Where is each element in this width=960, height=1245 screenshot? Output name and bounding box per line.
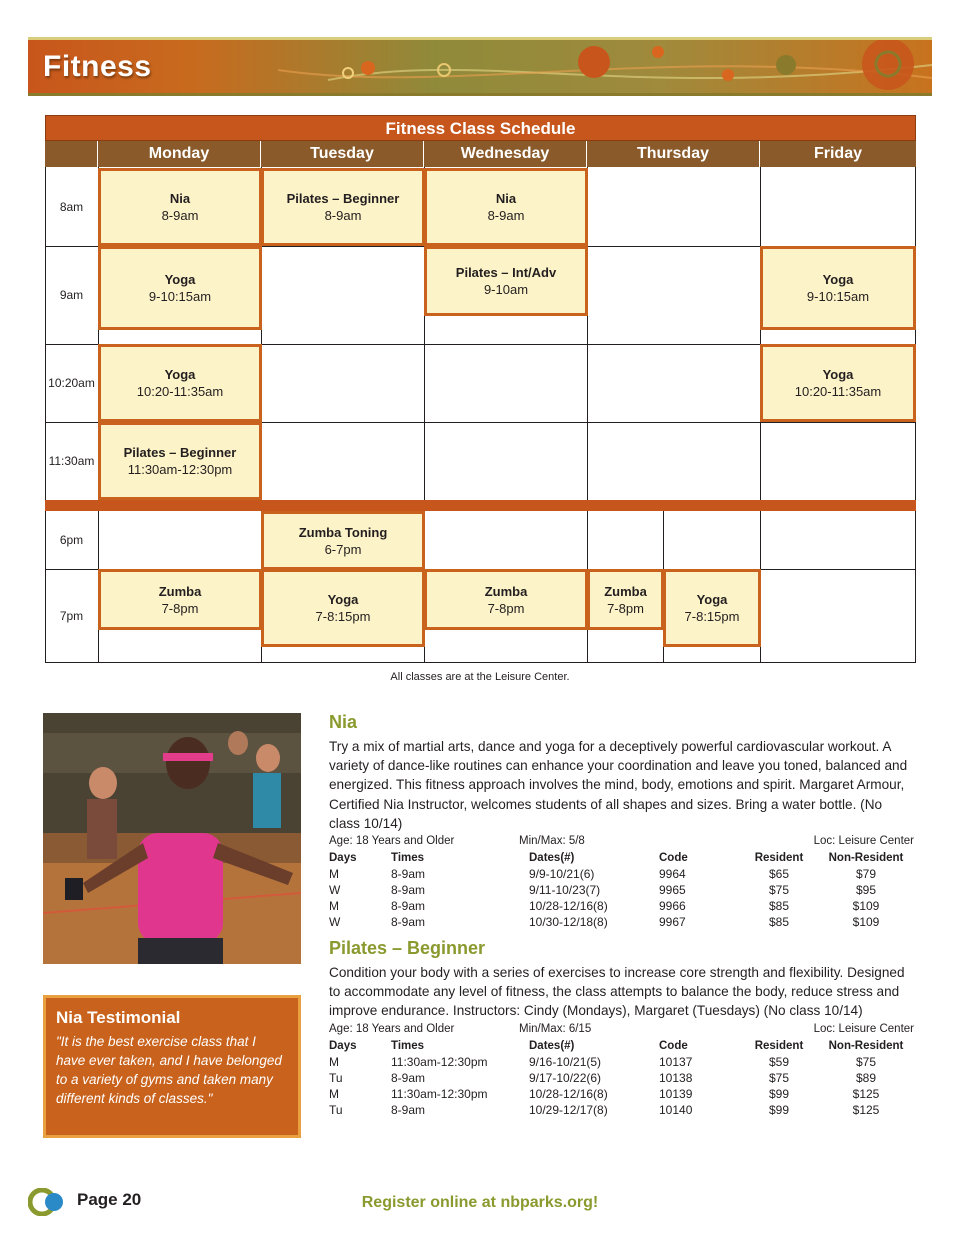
time-label-7pm: 7pm [59, 609, 84, 623]
table-row [329, 866, 913, 882]
cell-resident: $99 [768, 1102, 790, 1117]
cell-days: W [329, 915, 341, 930]
class-block-thursday-zumba[interactable] [587, 569, 664, 630]
class-name: Zumba [158, 583, 202, 599]
class-name: Pilates – Beginner [123, 445, 237, 460]
cell-dates: 9/11-10/23(7) [529, 883, 601, 898]
cell-resident: $75 [768, 1070, 790, 1085]
class-name: Yoga [164, 272, 196, 287]
cell-days: M [329, 867, 339, 882]
table-row [329, 882, 913, 898]
time-label-9am: 9am [59, 288, 84, 302]
day-header-monday: Monday [98, 141, 261, 167]
class-time: 9-10am [483, 282, 529, 297]
class-time: 7-8:15pm [315, 609, 371, 624]
day-header-wednesday: Wednesday [424, 141, 587, 167]
class-name: Yoga [696, 592, 728, 607]
nia-meta [329, 835, 914, 847]
class-block-monday-nia[interactable] [98, 168, 262, 246]
class-block-monday-yoga-1020[interactable] [98, 344, 262, 422]
pilates-meta [329, 1023, 914, 1035]
class-name: Yoga [822, 367, 854, 382]
cell-code: 10139 [659, 1086, 693, 1101]
col-non-resident: Non-Resident [828, 852, 904, 865]
fitness-class-photo [43, 713, 301, 964]
cell-dates: 10/28-12/16(8) [529, 899, 608, 914]
cell-code: 9966 [659, 899, 686, 914]
pilates-age: Age: 18 Years and Older [329, 1022, 455, 1035]
nia-section [329, 712, 914, 930]
class-block-tuesday-pilates[interactable] [261, 168, 425, 246]
class-block-wednesday-nia[interactable] [424, 168, 588, 246]
class-time: 10:20-11:35am [794, 384, 882, 399]
cell-non-resident: $125 [852, 1102, 880, 1117]
col-resident: Resident [754, 852, 804, 865]
pilates-minmax: Min/Max: 6/15 [519, 1022, 592, 1035]
cell-times: 11:30am-12:30pm [391, 1054, 488, 1069]
table-row [329, 898, 913, 914]
testimonial-title: Nia Testimonial [56, 1008, 181, 1027]
cell-dates: 10/28-12/16(8) [529, 1086, 608, 1101]
class-name: Zumba [484, 583, 528, 599]
schedule-divider [45, 500, 916, 511]
nia-fee-table [329, 850, 913, 930]
class-name: Zumba [604, 583, 647, 599]
class-block-wednesday-pilates-adv[interactable] [424, 246, 588, 316]
class-name: Pilates – Int/Adv [455, 265, 557, 280]
cell-days: M [329, 899, 339, 914]
nia-age: Age: 18 Years and Older [329, 835, 455, 848]
cell-times: 8-9am [391, 915, 426, 930]
cell-times: 8-9am [391, 899, 426, 914]
table-row [329, 1086, 913, 1102]
class-name: Yoga [164, 367, 196, 382]
pilates-location: Loc: Leisure Center [813, 1022, 914, 1035]
cell-days: W [329, 883, 341, 898]
col-non-resident: Non-Resident [828, 1039, 904, 1052]
class-time: 11:30am-12:30pm [127, 462, 233, 477]
cell-resident: $99 [768, 1086, 790, 1101]
cell-times: 8-9am [391, 867, 426, 882]
cell-code: 9967 [659, 915, 686, 930]
cell-code: 10137 [659, 1054, 693, 1069]
cell-days: Tu [329, 1070, 343, 1085]
cell-times: 8-9am [391, 1070, 426, 1085]
class-time: 7-8pm [161, 600, 199, 616]
class-time: 7-8pm [607, 600, 644, 616]
time-label-8am: 8am [59, 199, 84, 214]
time-label-6pm: 6pm [59, 533, 84, 547]
col-days: Days [329, 852, 357, 865]
class-name: Nia [169, 191, 191, 206]
cell-dates: 9/17-10/22(6) [529, 1070, 602, 1085]
pilates-title: Pilates – Beginner [329, 938, 486, 958]
cell-non-resident: $109 [852, 915, 880, 930]
table-row [329, 914, 913, 930]
cell-resident: $59 [768, 1054, 790, 1069]
pilates-fee-table [329, 1038, 913, 1118]
col-dates: Dates(#) [529, 852, 575, 865]
banner-decoration [28, 40, 932, 93]
class-block-tuesday-yoga[interactable] [261, 569, 425, 647]
cell-dates: 10/30-12/18(8) [529, 915, 608, 930]
cell-days: Tu [329, 1102, 343, 1117]
class-block-monday-zumba[interactable] [98, 569, 262, 630]
cell-non-resident: $109 [852, 899, 880, 914]
cell-dates: 10/29-12/17(8) [529, 1102, 608, 1117]
class-block-friday-yoga-1020[interactable] [760, 344, 916, 422]
class-block-tuesday-zumba-toning[interactable] [261, 511, 425, 570]
pilates-description: Condition your body with a series of exercises to increase core strength and flexibility. Designed to accommodate any level of fitness, the class attempts to balance the body, reduce stress and improve endurance. Instructors: Cindy (Mondays), Margaret (Tuesdays) (No class 10/14) [329, 965, 905, 1019]
cell-non-resident: $125 [852, 1086, 880, 1101]
page-number: Page 20 [77, 1190, 142, 1209]
cell-code: 10140 [659, 1102, 693, 1117]
schedule-header-blank [45, 141, 98, 167]
class-time: 8-9am [324, 208, 362, 223]
class-time: 7-8:15pm [684, 609, 740, 624]
cell-days: M [329, 1086, 339, 1101]
class-time: 6-7pm [324, 541, 362, 557]
cell-times: 8-9am [391, 883, 426, 898]
day-header-friday: Friday [760, 141, 916, 167]
cell-code: 9965 [659, 883, 686, 898]
class-name: Zumba Toning [298, 524, 388, 540]
nia-description: Try a mix of martial arts, dance and yoga for a deceptively powerful cardiovascular workout. A variety of dance-like routines can enhance your coordination and leave you toned, balanced and energized. This fitness approach involves the mind, body, emotions and spirit. Margaret Armour, Certified Nia Instructor, welcomes students of all shapes and sizes. Bring a water bottle. (No class 10/14) [329, 739, 908, 831]
testimonial-box [43, 995, 301, 1138]
class-name: Nia [495, 191, 517, 206]
cell-resident: $85 [768, 915, 790, 930]
cell-non-resident: $95 [855, 883, 877, 898]
class-block-wednesday-zumba[interactable] [424, 569, 588, 630]
class-name: Pilates – Beginner [286, 191, 400, 206]
day-header-thursday: Thursday [587, 141, 760, 167]
cell-code: 9964 [659, 867, 686, 882]
cell-non-resident: $75 [855, 1054, 877, 1069]
class-time: 9-10:15am [148, 289, 212, 304]
time-label-1020am: 10:20am [48, 376, 95, 390]
table-header-row [329, 850, 913, 866]
class-block-friday-yoga-9[interactable] [760, 246, 916, 330]
class-time: 9-10:15am [806, 289, 870, 304]
cell-days: M [329, 1054, 339, 1069]
cell-code: 10138 [659, 1070, 693, 1085]
col-code: Code [659, 1039, 688, 1052]
pilates-section [329, 938, 914, 1118]
table-header-row [329, 1038, 913, 1054]
table-row [329, 1070, 913, 1086]
cell-times: 8-9am [391, 1102, 426, 1117]
cell-times: 11:30am-12:30pm [391, 1086, 488, 1101]
col-code: Code [659, 852, 688, 865]
nia-title: Nia [329, 712, 358, 732]
class-block-monday-pilates[interactable] [98, 422, 262, 500]
page-title: Fitness [43, 50, 152, 83]
grid-line [760, 167, 761, 500]
col-times: Times [391, 1039, 425, 1052]
cell-resident: $75 [768, 883, 790, 898]
class-time: 8-9am [487, 208, 525, 223]
header-banner [28, 37, 932, 96]
cell-dates: 9/9-10/21(6) [529, 867, 595, 882]
class-block-monday-yoga-9[interactable] [98, 246, 262, 330]
time-label-1130am: 11:30am [48, 454, 95, 468]
nia-location: Loc: Leisure Center [813, 835, 914, 848]
col-resident: Resident [754, 1039, 804, 1052]
day-header-tuesday: Tuesday [261, 141, 424, 167]
nia-minmax: Min/Max: 5/8 [519, 835, 585, 848]
class-name: Yoga [327, 592, 359, 607]
col-times: Times [391, 852, 425, 865]
testimonial-quote: "It is the best exercise class that I have ever taken, and I have belonged to a variety of gyms and taken many different kinds of classes." [56, 1034, 282, 1106]
schedule-note: All classes are at the Leisure Center. [390, 671, 570, 683]
cell-non-resident: $79 [855, 867, 877, 882]
register-link[interactable]: Register online at nbparks.org! [361, 1194, 599, 1211]
col-dates: Dates(#) [529, 1039, 575, 1052]
col-days: Days [329, 1039, 357, 1052]
table-row [329, 1054, 913, 1070]
class-time: 8-9am [161, 208, 199, 223]
cell-dates: 9/16-10/21(5) [529, 1054, 602, 1069]
cell-non-resident: $89 [855, 1070, 877, 1085]
class-time: 7-8pm [487, 600, 525, 616]
photo-illustration [43, 713, 301, 964]
table-row [329, 1102, 913, 1118]
cell-resident: $65 [768, 867, 790, 882]
class-time: 10:20-11:35am [136, 384, 224, 399]
class-name: Yoga [822, 272, 854, 287]
schedule-title: Fitness Class Schedule [45, 115, 916, 141]
cell-resident: $85 [768, 899, 790, 914]
class-block-thursday-yoga[interactable] [663, 569, 761, 647]
